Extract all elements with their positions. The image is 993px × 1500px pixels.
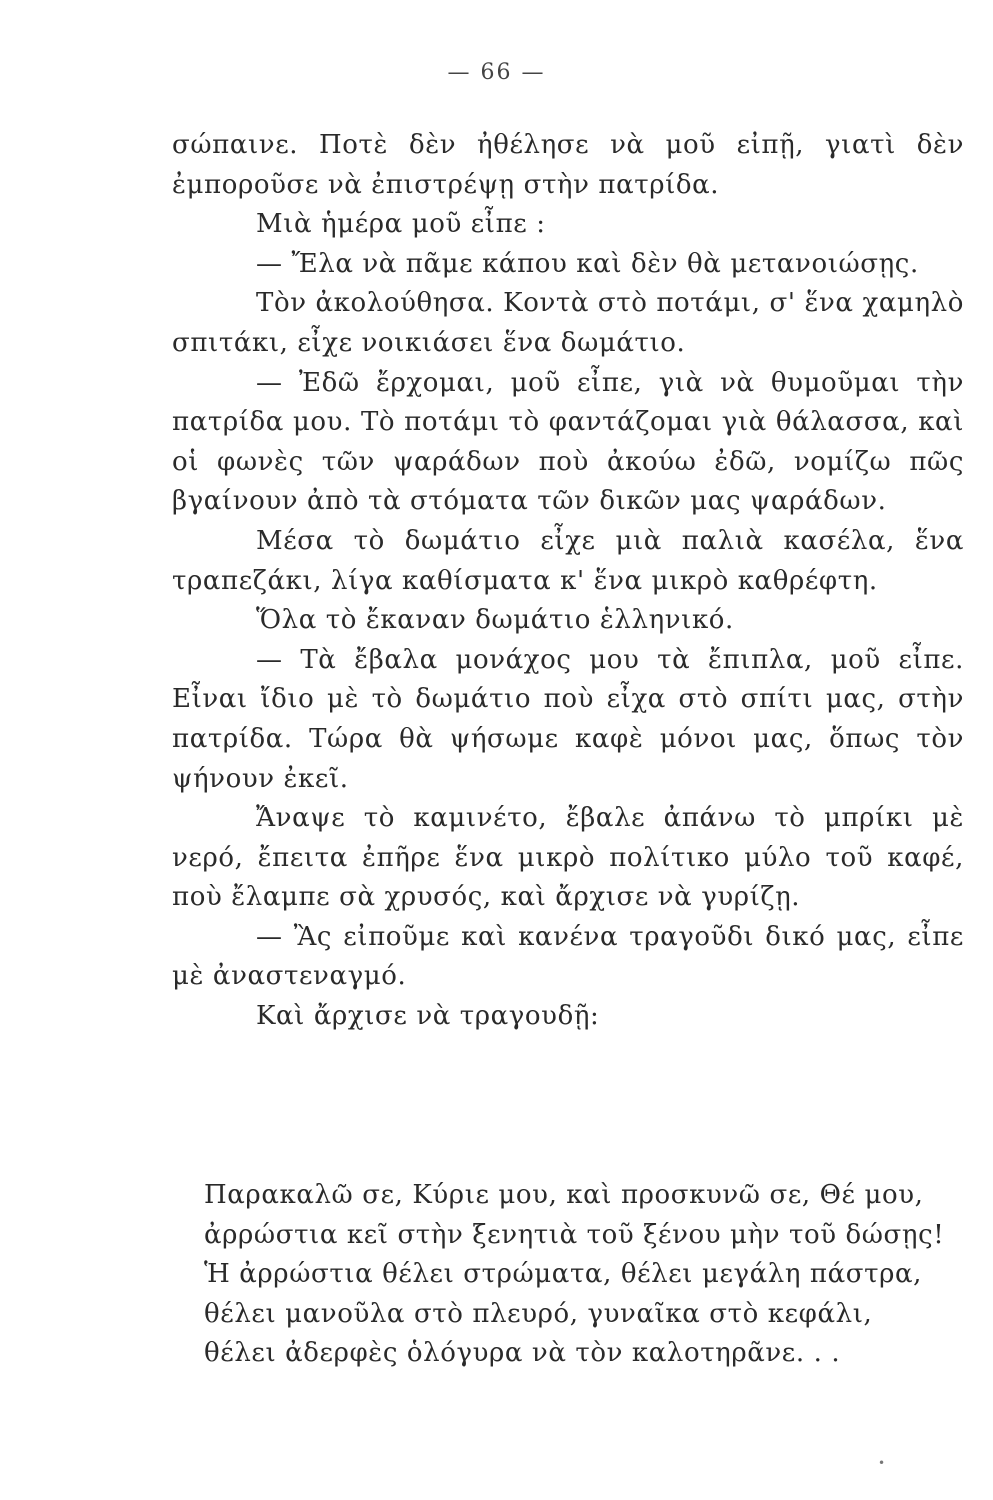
paragraph: — Ἔλα νὰ πᾶμε κάπου καὶ δὲν θὰ μετανοιώσῃς.	[256, 248, 919, 279]
paragraph: Μιὰ ἡμέρα μοῦ εἶπε :	[256, 209, 546, 240]
paragraph: — Ἐδῶ ἔρχομαι, μοῦ εἶπε, γιὰ νὰ θυμοῦμαι τὴν πατρίδα μου. Τὸ ποτάμι τὸ φαντάζομαι γιὰ θάλασσα, καὶ οἱ φωνὲς τῶν ψαράδων ποὺ ἀκούω ἐδῶ, νομίζω πῶς βγαίνουν ἀπὸ τὰ στόματα τῶν δικῶν μας ψαράδων.	[172, 367, 964, 517]
page-number: — 66 —	[447, 60, 546, 85]
print-speck: •	[878, 1456, 886, 1470]
verse-line: θέλει ἀδερφὲς ὁλόγυρα νὰ τὸν καλοτηρᾶνε. . .	[204, 1338, 841, 1369]
paragraph: — Τὰ ἔβαλα μονάχος μου τὰ ἔπιπλα, μοῦ εἶπε. Εἶναι ἴδιο μὲ τὸ δωμάτιο ποὺ εἶχα στὸ σπίτι μας, στὴν πατρίδα. Τώρα θὰ ψήσωμε καφὲ μόνοι μας, ὅπως τὸν ψήνουν ἐκεῖ.	[172, 644, 964, 794]
song-verse	[204, 1176, 964, 1374]
paragraph: Τὸν ἀκολούθησα. Κοντὰ στὸ ποτάμι, σ' ἕνα χαμηλὸ σπιτάκι, εἶχε νοικιάσει ἕνα δωμάτιο.	[172, 288, 964, 358]
paragraph: σώπαινε. Ποτὲ δὲν ἠθέλησε νὰ μοῦ εἰπῇ, γιατὶ δὲν ἐμποροῦσε νὰ ἐπιστρέψῃ στὴν πατρίδα.	[172, 130, 964, 200]
prose-body	[172, 126, 964, 1037]
paragraph: Ὅλα τὸ ἔκαναν δωμάτιο ἑλληνικό.	[256, 605, 734, 636]
verse-line: Παρακαλῶ σε, Κύριε μου, καὶ προσκυνῶ σε, Θέ μου,	[204, 1180, 924, 1210]
paragraph: Καὶ ἄρχισε νὰ τραγουδῇ:	[256, 1001, 600, 1032]
paragraph: Μέσα τὸ δωμάτιο εἶχε μιὰ παλιὰ κασέλα, ἕνα τραπεζάκι, λίγα καθίσματα κ' ἕνα μικρὸ καθρέφτη.	[172, 525, 964, 596]
verse-line: Ἡ ἀρρώστια θέλει στρώματα, θέλει μεγάλη πάστρα,	[204, 1259, 923, 1290]
verse-line: θέλει μανοῦλα στὸ πλευρό, γυναῖκα στὸ κεφάλι,	[204, 1298, 873, 1329]
paragraph: Ἄναψε τὸ καμινέτο, ἔβαλε ἀπάνω τὸ μπρίκι μὲ νερό, ἔπειτα ἐπῆρε ἕνα μικρὸ πολίτικο μύλο τοῦ καφέ, ποὺ ἔλαμπε σὰ χρυσός, καὶ ἄρχισε νὰ γυρίζῃ.	[172, 803, 964, 913]
paragraph: — Ἂς εἰποῦμε καὶ κανένα τραγοῦδι δικό μας, εἶπε μὲ ἀναστεναγμό.	[172, 921, 964, 992]
verse-line: ἀρρώστια κεῖ στὴν ξενητιὰ τοῦ ξένου μὴν τοῦ δώσῃς!	[204, 1219, 945, 1250]
